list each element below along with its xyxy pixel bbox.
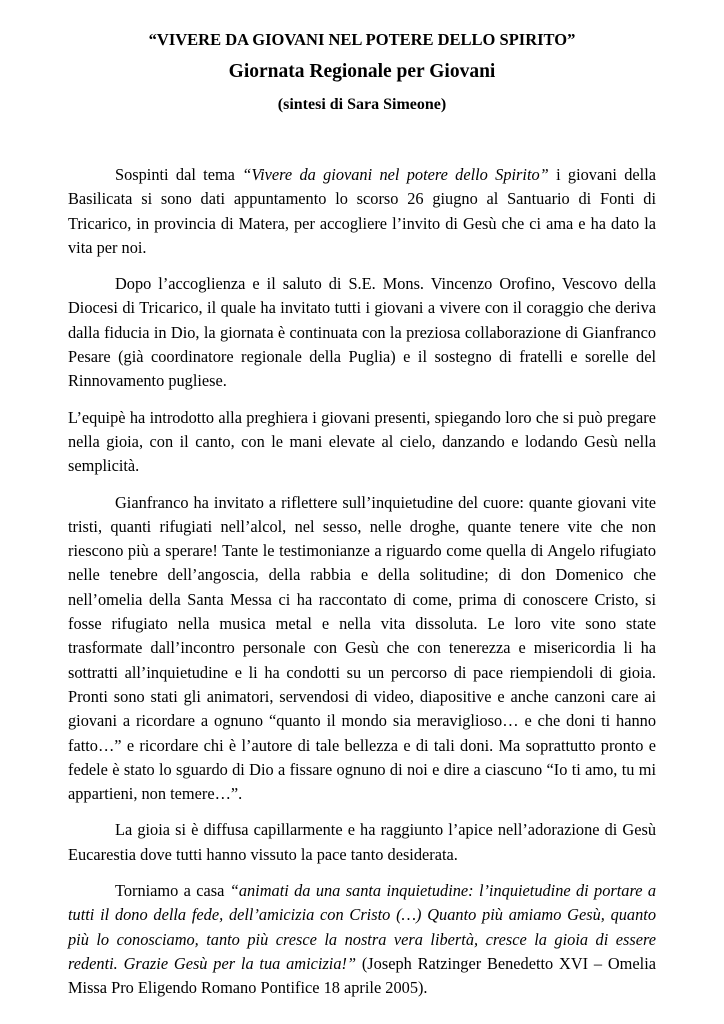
paragraph-1-lead: Sospinti dal tema xyxy=(115,165,243,184)
paragraph-1-quote: “Vivere da giovani nel potere dello Spirito” xyxy=(242,165,549,184)
paragraph-6 xyxy=(68,879,656,1000)
paragraph-6-lead: Torniamo a casa xyxy=(115,881,230,901)
paragraph-3: L’equipè ha introdotto alla preghiera i giovani presenti, spiegando loro che si può pregare nella gioia, con il canto, con le mani elevate al cielo, danzando e lodando Gesù nella semplicità. xyxy=(68,407,656,476)
paragraph-1-rest: i giovani della Basilicata si sono dati appuntamento lo scorso 26 giugno al Santuario di Fonti di Tricarico, in provincia di Matera, per accogliere l’invito di Gesù che ci ama e ha dato la vita per noi. xyxy=(68,165,657,257)
document-subtitle: Giornata Regionale per Giovani xyxy=(228,61,496,82)
article-body xyxy=(68,163,656,1001)
document-page xyxy=(68,30,656,1013)
document-title: “VIVERE DA GIOVANI NEL POTERE DELLO SPIRITO” xyxy=(148,30,576,49)
paragraph-6-rest: (Joseph Ratzinger Benedetto XVI – Omelia Missa Pro Eligendo Romano Pontifice 18 aprile 2005). xyxy=(68,953,656,998)
paragraph-4: Gianfranco ha invitato a riflettere sull’inquietudine del cuore: quante giovani vite tristi, quanti rifugiati nell’alcol, nel sesso, nelle droghe, quante tenere vite che non riescono più a sperare! Tante le testimonianze a riguardo come quella di Angelo rifugiato nelle tenebre dell’angoscia, della rabbia e della solitudine; di don Domenico che nell’omelia della Santa Messa ci ha raccontato di come, prima di conoscere Cristo, si fosse rifugiato nella musica metal e nella vita dissoluta. Le loro vite sono state trasformate dall’incontro personale con Gesù che con tenerezza e misericordia li ha sottratti all’inquietudine e li ha condotti su un percorso di pace riempiendoli di gioia. Pronti sono stati gli animatori, servendosi di video, diapositive e anche canzoni care ai giovani a ricordare a ognuno “quanto il mondo sia meraviglioso… e che doni ti hanno fatto…” e ricordare chi è l’autore di tale bellezza e di tali doni. Ma soprattutto pronto e fedele è stato lo sguardo di Dio a fissare ognuno di noi e dire a ciascuno “Io ti amo, tu mi appartieni, non temere…”. xyxy=(68,492,656,804)
author-line: (sintesi di Sara Simeone) xyxy=(277,96,447,113)
paragraph-6-quote: “animati da una santa inquietudine: l’inquietudine di portare a tutti il dono della fede, dell’amicizia con Cristo (…) Quanto più amiamo Gesù, quanto più lo conosciamo, tanto più cresce la nostra vera libertà, cresce la gioia di essere redenti. Grazie Gesù per la tua amicizia!” xyxy=(68,881,656,973)
paragraph-1 xyxy=(68,163,656,260)
paragraph-5: La gioia si è diffusa capillarmente e ha raggiunto l’apice nell’adorazione di Gesù Eucarestia dove tutti hanno vissuto la pace tanto desiderata. xyxy=(68,820,656,864)
paragraph-2: Dopo l’accoglienza e il saluto di S.E. Mons. Vincenzo Orofino, Vescovo della Diocesi di Tricarico, il quale ha invitato tutti i giovani a vivere con il coraggio che deriva dalla fiducia in Dio, la giornata è continuata con la preziosa collaborazione di Gianfranco Pesare (già coordinatore regionale della Puglia) e il sostegno di fratelli e sorelle del Rinnovamento pugliese. xyxy=(68,274,656,391)
